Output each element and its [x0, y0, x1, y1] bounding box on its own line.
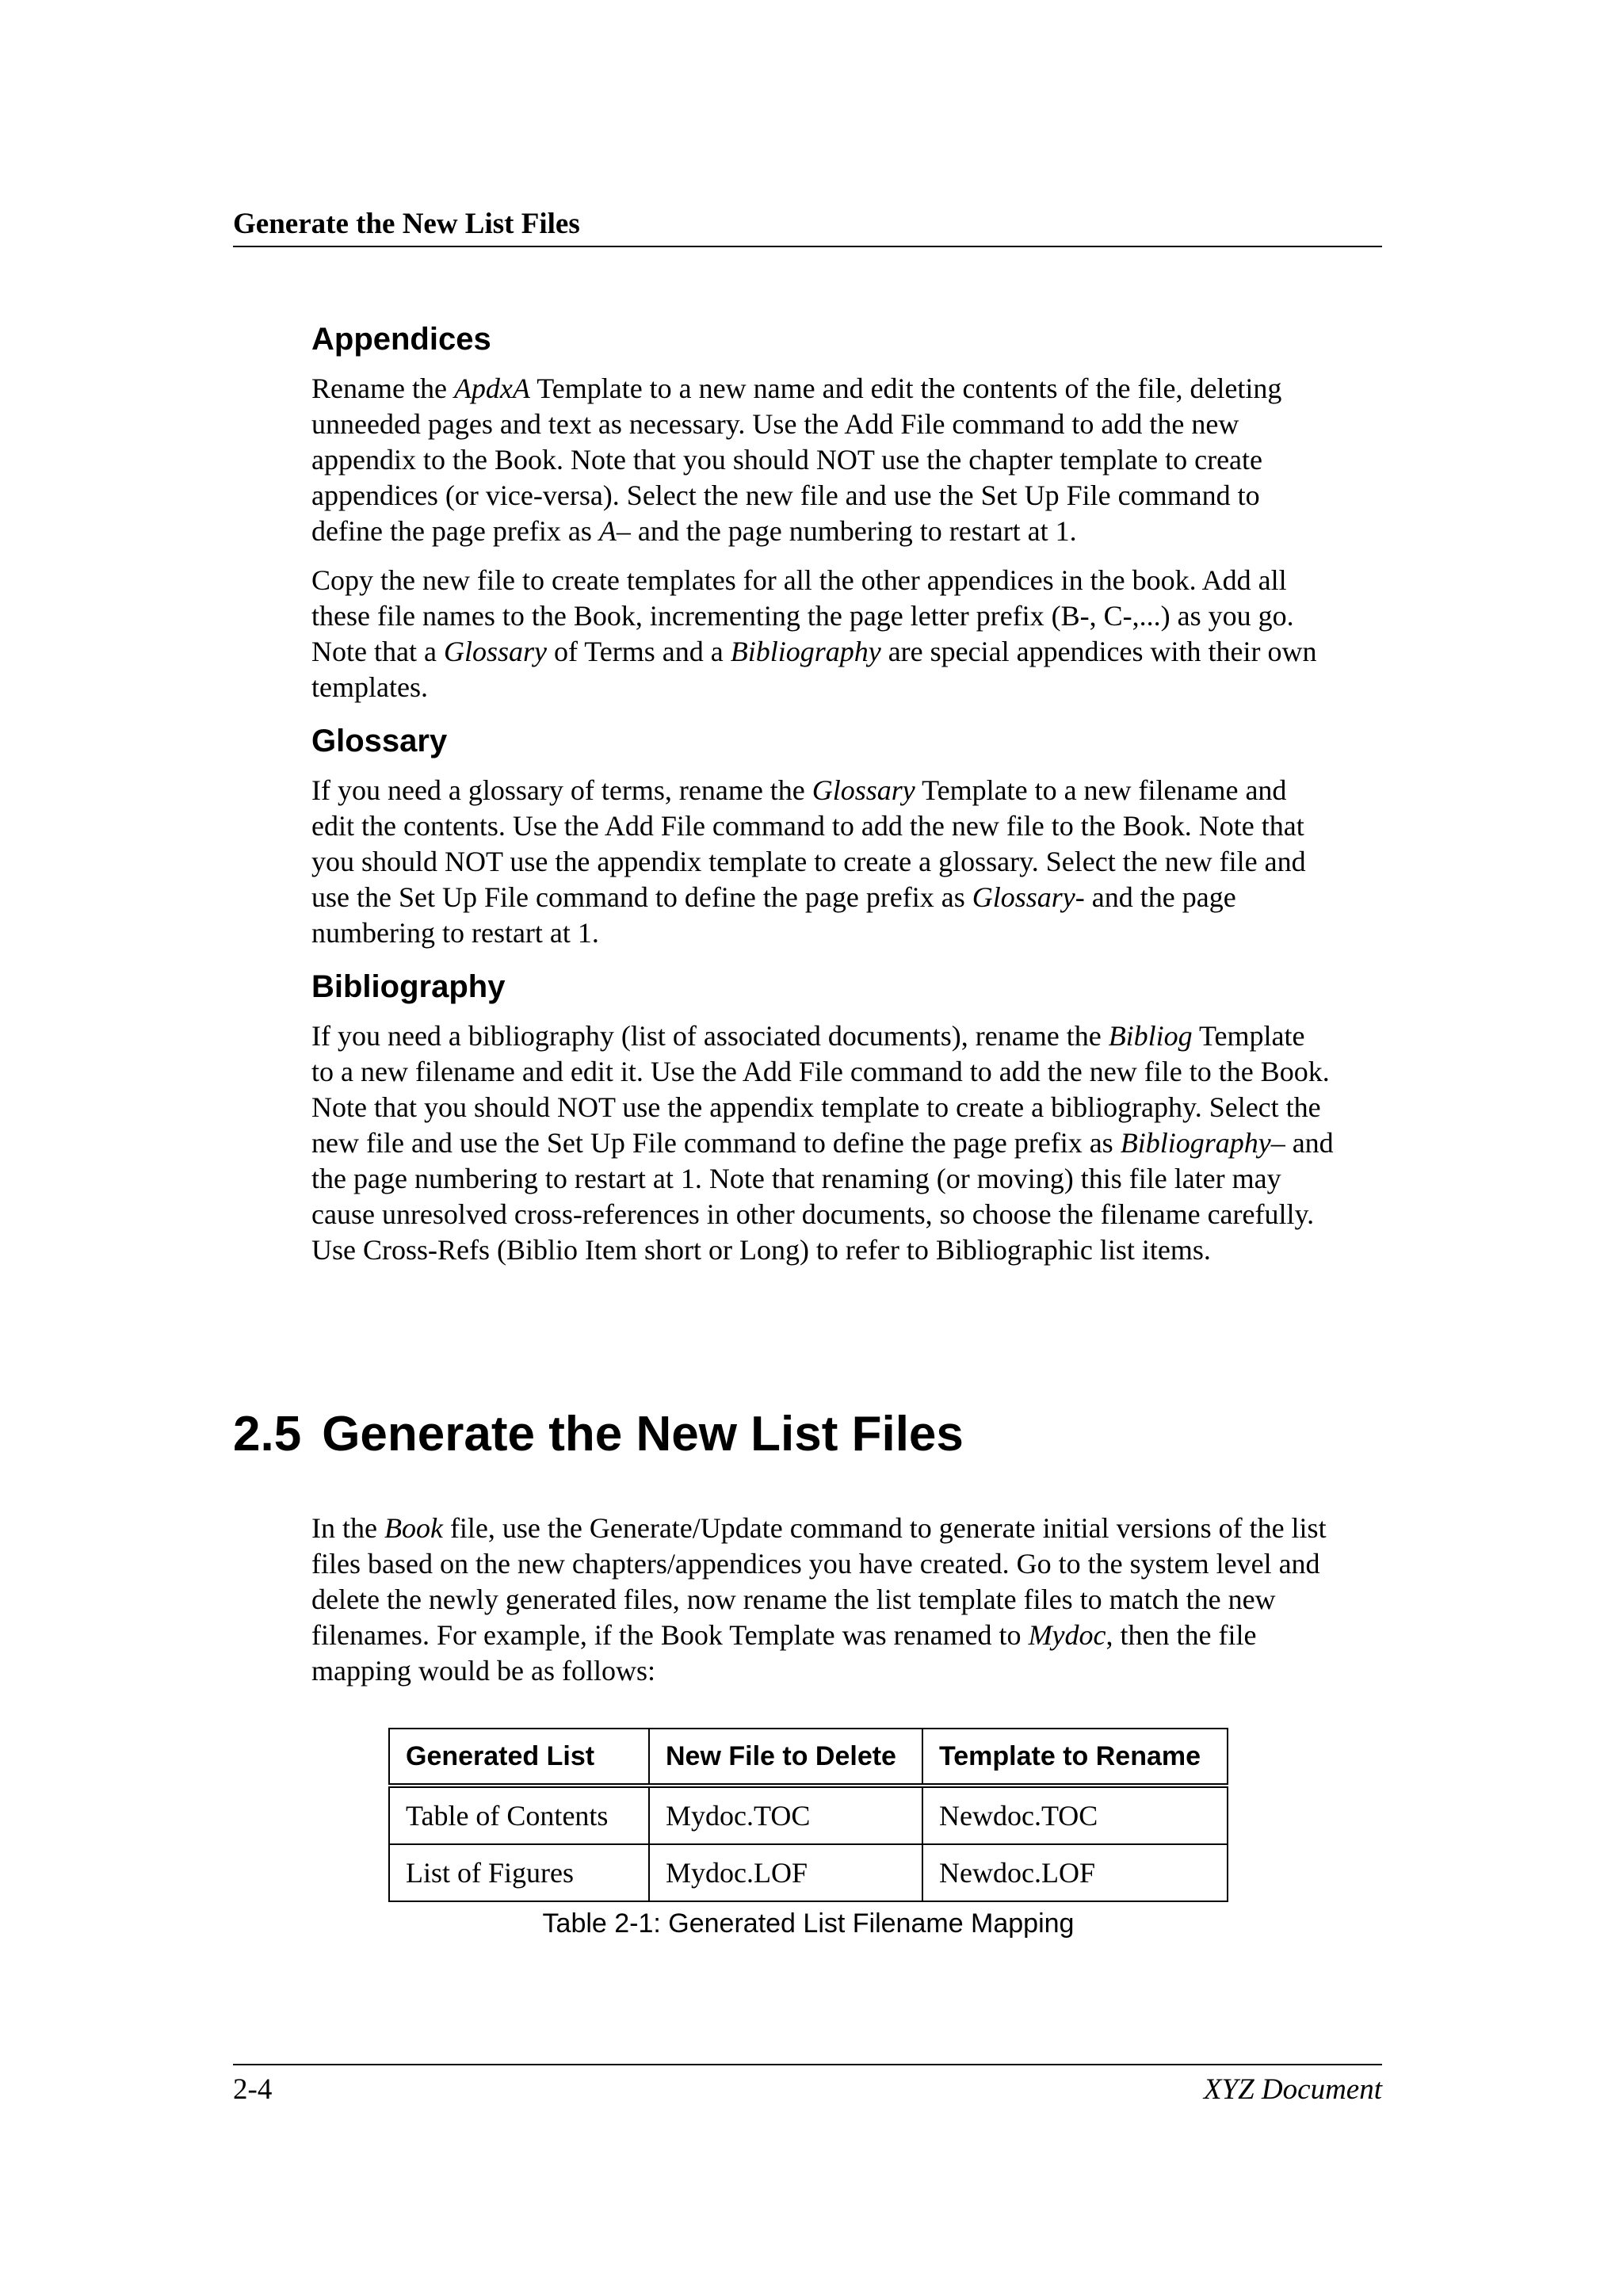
bibliography-paragraph: If you need a bibliography (list of associated documents), rename the Bibliog Template to a new filename and edit it. Use the Add File command to add the new file to the Book. Note that you should NOT use the appendix template to create a bibliography. Select the new file and use the Set Up File command to define the page prefix as Bibliography– and the page numbering to restart at 1. Note that renaming (or moving) this file later may cause unresolved cross-references in other documents, so choose the filename carefully. Use Cross-Refs (Biblio Item short or Long) to refer to Bibliographic list items. [311, 1020, 1334, 1266]
glossary-paragraph: If you need a glossary of terms, rename the Glossary Template to a new filename and edit the contents. Use the Add File command to add the new file to the Book. Note that you should NOT use the appendix template to create a glossary. Select the new file and use the Set Up File command to define the page prefix as Glossary- and the page numbering to restart at 1. [311, 774, 1306, 949]
table-cell: Mydoc.TOC [649, 1786, 922, 1844]
section-title [233, 1403, 964, 1466]
table-container [388, 1728, 1228, 1902]
running-footer [233, 2064, 1382, 2110]
table-cell: Newdoc.LOF [922, 1844, 1228, 1901]
filename-mapping-table [388, 1728, 1228, 1902]
header-title: Generate the New List Files [233, 208, 580, 240]
section-body [311, 1511, 1342, 1702]
table-caption: Table 2-1: Generated List Filename Mapping [542, 1908, 1075, 1939]
table-row [389, 1844, 1228, 1901]
section-number: 2.5 [233, 1407, 302, 1461]
column-header: Template to Rename [922, 1729, 1228, 1786]
column-header: New File to Delete [649, 1729, 922, 1786]
table-header-row [389, 1729, 1228, 1786]
bibliography-heading: Bibliography [311, 969, 506, 1004]
column-header: Generated List [389, 1729, 649, 1786]
appendices-paragraph-2: Copy the new file to create templates for all the other appendices in the book. Add all these file names to the Book, incrementing the page letter prefix (B-, C-,...) as you go. Note that a Glossary of Terms and a Bibliography are special appendices with their own templates. [311, 564, 1317, 703]
table-cell: List of Figures [389, 1844, 649, 1901]
table-cell: Mydoc.LOF [649, 1844, 922, 1901]
section-title-text: Generate the New List Files [322, 1407, 964, 1461]
table-row [389, 1786, 1228, 1844]
running-header [233, 204, 1382, 247]
appendix-subsections [311, 317, 1342, 1282]
appendices-heading: Appendices [311, 322, 491, 357]
document-name: XYZ Document [1203, 2073, 1382, 2106]
appendices-paragraph-1: Rename the ApdxA Template to a new name and edit the contents of the file, deleting unneeded pages and text as necessary. Use the Add File command to add the new appendix to the Book. Note that you should NOT use the chapter template to create appendices (or vice-versa). Select the new file and use the Set Up File command to define the page prefix as A– and the page numbering to restart at 1. [311, 372, 1282, 547]
table-cell: Table of Contents [389, 1786, 649, 1844]
section-paragraph: In the Book file, use the Generate/Update command to generate initial versions of the list files based on the new chapters/appendices you have created. Go to the system level and delete the newly generated files, now rename the list template files to match the new filenames. For example, if the Book Template was renamed to Mydoc, then the file mapping would be as follows: [311, 1512, 1327, 1687]
glossary-heading: Glossary [311, 724, 448, 758]
page-number: 2-4 [233, 2073, 273, 2106]
table-cell: Newdoc.TOC [922, 1786, 1228, 1844]
